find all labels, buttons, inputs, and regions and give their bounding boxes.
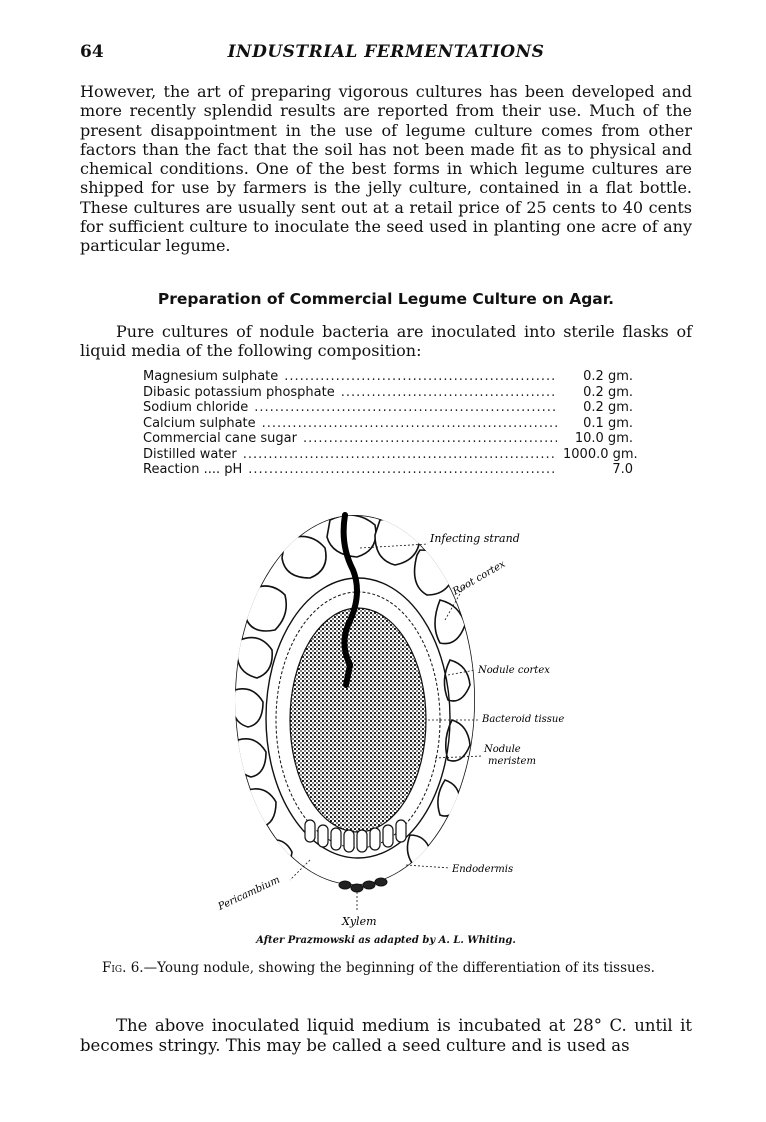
running-title: INDUSTRIAL FERMENTATIONS — [227, 42, 545, 62]
bacteroid-tissue — [290, 608, 426, 832]
nodule-illustration — [210, 500, 570, 940]
ingredient-amount: 1000.0 gm. — [563, 446, 638, 462]
leader-dots — [303, 431, 557, 447]
leader-dots — [262, 416, 557, 432]
section-heading: Preparation of Commercial Legume Culture on Agar. — [157, 290, 615, 308]
label-nodule-meristem-2: meristem — [488, 756, 536, 767]
ingredient-amount: 0.2 gm. — [583, 400, 633, 415]
ingredient-name: Magnesium sulphate — [143, 369, 279, 384]
label-endodermis: Endodermis — [452, 864, 514, 875]
label-bacteroid-tissue: Bacteroid tissue — [482, 714, 565, 725]
label-root-cortex: Root cortex — [451, 558, 508, 598]
ingredient-name: Distilled water — [143, 446, 237, 462]
ingredient-name: Calcium sulphate — [143, 415, 256, 431]
label-pericambium: Pericambium — [216, 874, 282, 913]
ingredient-name: Commercial cane sugar — [143, 431, 297, 446]
body-paragraph-3: The above inoculated liquid medium is incubated at 28° C. until it becomes stringy. This may be called a seed culture and is used as — [80, 1016, 692, 1055]
figure-caption-text: —Young nodule, showing the beginning of the differentiation of its tissues. — [143, 960, 655, 976]
leader-dots — [254, 400, 557, 416]
label-nodule-meristem-1: Nodule — [484, 744, 521, 755]
label-infecting-strand: Infecting strand — [430, 532, 520, 545]
ingredient-amount: 0.2 gm. — [583, 384, 633, 400]
ingredient-amount: 0.2 gm. — [583, 369, 633, 384]
recipe-row — [143, 431, 633, 447]
figure-attribution: After Prazmowski as adapted by A. L. Whiting. — [256, 935, 516, 946]
recipe-row — [143, 385, 633, 401]
ingredient-amount: 0.1 gm. — [583, 415, 633, 431]
page-number: 64 — [80, 42, 104, 62]
label-xylem: Xylem — [342, 915, 377, 928]
leader-dots — [248, 462, 557, 478]
figure-number: Fig. 6. — [102, 960, 144, 976]
ingredient-amount: 7.0 — [612, 462, 633, 477]
recipe-row — [143, 462, 633, 478]
recipe-row — [143, 369, 633, 385]
ingredient-name: Sodium chloride — [143, 400, 249, 415]
ingredient-name: Reaction .... pH — [143, 462, 243, 477]
label-nodule-cortex: Nodule cortex — [478, 665, 550, 676]
recipe-row — [143, 446, 638, 463]
recipe-row — [143, 416, 633, 432]
body-paragraph-1: However, the art of preparing vigorous cultures has been developed and more recently splendid results are reported from their use. Much of the present disappointment in the use of legume culture comes from other factors than the fact that the soil has not been made fit as to physical and chemical conditions. One of the best forms in which legume cultures are shipped for use by farmers is the jelly culture, contained in a flat bottle. These cultures are usually sent out at a retail price of 25 cents to 40 cents for sufficient culture to inoculate the seed used in planting one acre of any particular legume. — [80, 82, 692, 256]
ingredient-name: Dibasic potassium phosphate — [143, 384, 335, 400]
body-paragraph-2: Pure cultures of nodule bacteria are inoculated into sterile flasks of liquid media of the following composition: — [80, 322, 692, 361]
leader-dots — [284, 369, 557, 385]
media-composition-table — [143, 369, 638, 478]
page-header — [80, 42, 692, 66]
leader-dots — [341, 385, 557, 401]
recipe-row — [143, 400, 633, 416]
figure-caption — [80, 960, 692, 977]
nodule-figure — [210, 500, 570, 952]
leader-dots — [243, 447, 557, 463]
ingredient-amount: 10.0 gm. — [574, 431, 633, 446]
